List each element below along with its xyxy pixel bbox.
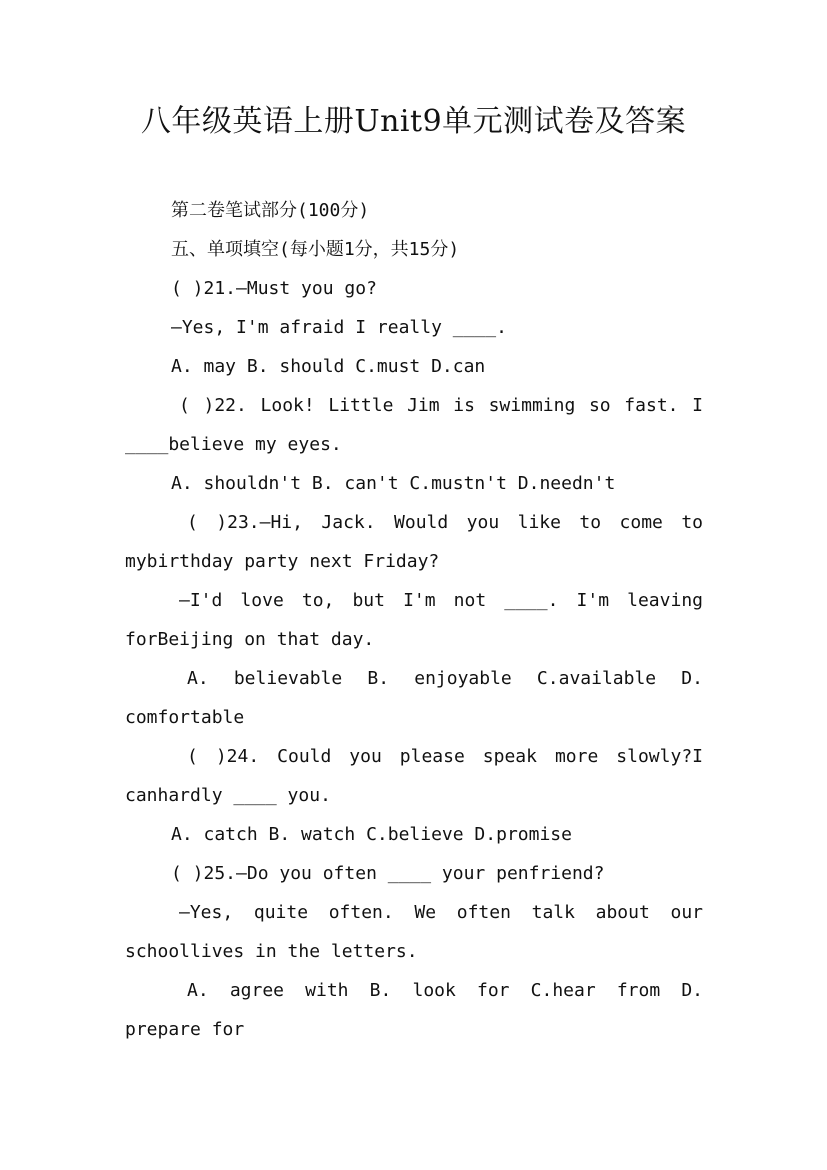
question-22-prompt: ( )22. Look! Little Jim is swimming so fast. I <box>179 395 703 416</box>
question-23-prompt: ( )23.—Hi, Jack. Would you like to come to <box>187 512 703 533</box>
question-23-options-cont: comfortable <box>125 707 245 728</box>
question-25-options-cont: prepare for <box>125 1019 245 1040</box>
question-23-prompt-cont: mybirthday party next Friday? <box>125 551 440 572</box>
question-21-reply: —Yes, I'm afraid I really ____. <box>171 317 507 338</box>
question-21-options: A. may B. should C.must D.can <box>171 356 486 377</box>
question-24-options: A. catch B. watch C.believe D.promise <box>171 824 572 845</box>
question-21-prompt: ( )21.—Must you go? <box>171 278 377 299</box>
question-25-prompt: ( )25.—Do you often ____ your penfriend? <box>171 863 605 884</box>
question-23-reply: —I'd love to, but I'm not ____. I'm leaving <box>179 590 703 611</box>
subsection-heading: 五、单项填空(每小题1分，共15分) <box>171 239 460 260</box>
question-23-reply-cont: forBeijing on that day. <box>125 629 375 650</box>
section-heading: 第二卷笔试部分(100分) <box>171 200 370 221</box>
question-25-reply-cont: schoollives in the letters. <box>125 941 418 962</box>
question-24-prompt-cont: canhardly ____ you. <box>125 785 331 806</box>
question-24-prompt: ( )24. Could you please speak more slowly?I <box>187 746 703 767</box>
document-title: 八年级英语上册Unit9单元测试卷及答案 <box>140 104 687 139</box>
question-25-options: A. agree with B. look for C.hear from D. <box>187 980 703 1001</box>
question-25-reply: —Yes, quite often. We often talk about our <box>179 902 703 923</box>
question-22-options: A. shouldn't B. can't C.mustn't D.needn't <box>171 473 616 494</box>
question-22-prompt-cont: ____believe my eyes. <box>125 434 342 455</box>
question-23-options: A. believable B. enjoyable C.available D. <box>187 668 703 689</box>
document-body <box>125 191 703 1049</box>
